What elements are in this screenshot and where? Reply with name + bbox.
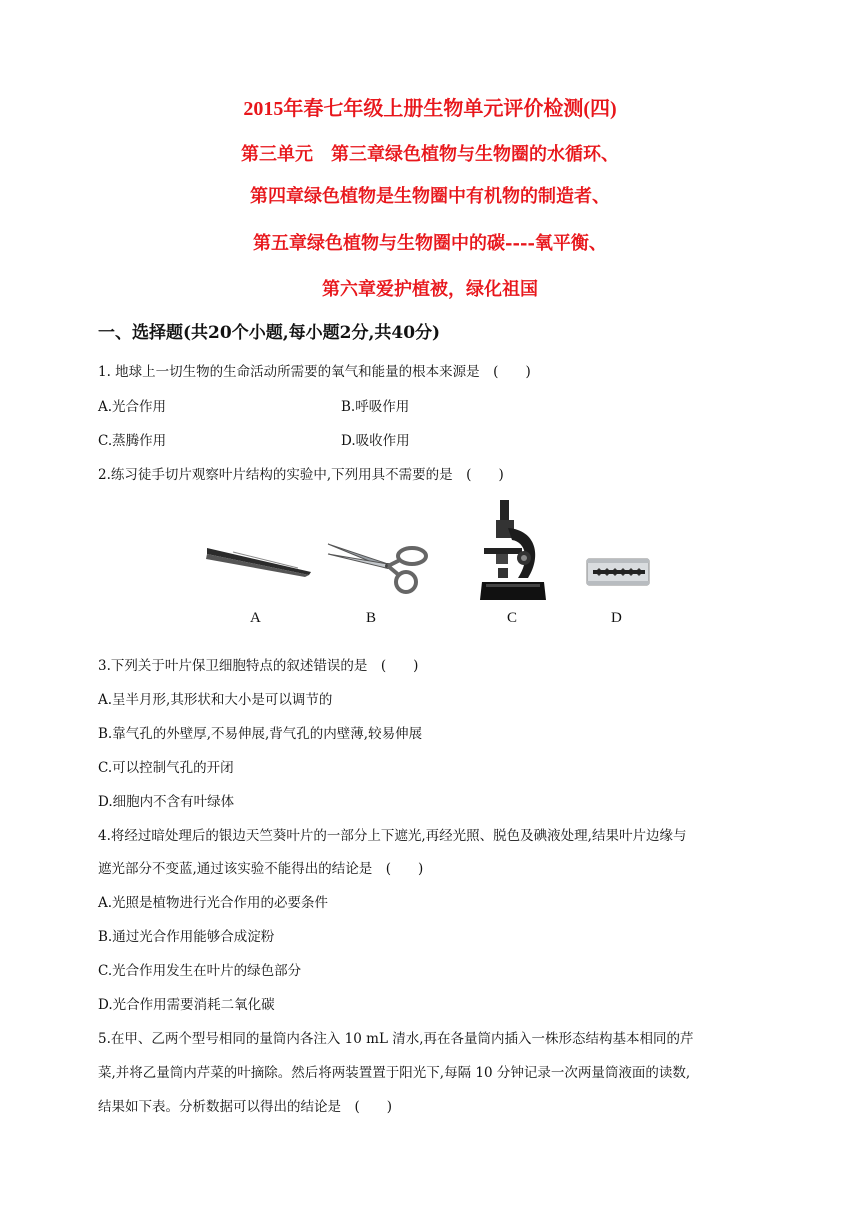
question-5-stem-line-2: 菜,并将乙量筒内芹菜的叶摘除。然后将两装置置于阳光下,每隔 10 分钟记录一次两量筒液面的读数, <box>98 1065 691 1081</box>
question-1-option-b: B.呼吸作用 <box>341 399 410 415</box>
figure-label-d: D <box>611 610 622 626</box>
figure-label-b: B <box>366 610 377 626</box>
question-1-option-d: D.吸收作用 <box>341 433 410 449</box>
question-3-option-a: A.呈半月形,其形状和大小是可以调节的 <box>98 692 333 708</box>
question-1-stem: 1. 地球上一切生物的生命活动所需要的氧气和能量的根本来源是 ( ) <box>98 364 531 380</box>
question-1-option-c: C.蒸腾作用 <box>98 433 167 449</box>
question-2-stem: 2.练习徒手切片观察叶片结构的实验中,下列用具不需要的是 ( ) <box>98 467 504 483</box>
section-heading: 一、选择题(共20个小题,每小题2分,共40分) <box>98 323 441 343</box>
question-5-stem-line-3: 结果如下表。分析数据可以得出的结论是 ( ) <box>98 1099 393 1115</box>
question-4-option-a: A.光照是植物进行光合作用的必要条件 <box>98 895 329 911</box>
figure-label-c: C <box>507 610 518 626</box>
subtitle-line-1: 第三单元 第三章绿色植物与生物圈的水循环、 <box>241 144 619 165</box>
question-3-stem: 3.下列关于叶片保卫细胞特点的叙述错误的是 ( ) <box>98 658 419 674</box>
question-3-option-d: D.细胞内不含有叶绿体 <box>98 794 235 810</box>
document-title: 2015年春七年级上册生物单元评价检测(四) <box>243 98 617 120</box>
question-1-option-a: A.光合作用 <box>98 399 167 415</box>
tweezers-icon <box>203 544 315 578</box>
question-4-option-d: D.光合作用需要消耗二氧化碳 <box>98 997 275 1013</box>
question-4-stem-line-1: 4.将经过暗处理后的银边天竺葵叶片的一部分上下遮光,再经光照、脱色及碘液处理,结果叶片边缘与 <box>98 828 687 844</box>
question-4-option-c: C.光合作用发生在叶片的绿色部分 <box>98 963 302 979</box>
question-3-option-c: C.可以控制气孔的开闭 <box>98 760 234 776</box>
question-5-stem-line-1: 5.在甲、乙两个型号相同的量筒内各注入 10 mL 清水,再在各量筒内插入一株形态结构基本相同的芹 <box>98 1031 694 1047</box>
question-3-option-b: B.靠气孔的外壁厚,不易伸展,背气孔的内壁薄,较易伸展 <box>98 726 423 742</box>
question-4-stem-line-2: 遮光部分不变蓝,通过该实验不能得出的结论是 ( ) <box>98 861 424 877</box>
subtitle-line-4: 第六章爱护植被，绿化祖国 <box>322 279 538 300</box>
razor-blade-icon <box>585 557 651 587</box>
subtitle-line-3: 第五章绿色植物与生物圈中的碳----氧平衡、 <box>253 233 607 254</box>
microscope-icon <box>478 498 550 602</box>
question-4-option-b: B.通过光合作用能够合成淀粉 <box>98 929 275 945</box>
figure-label-a: A <box>250 610 261 626</box>
subtitle-line-2: 第四章绿色植物是生物圈中有机物的制造者、 <box>250 186 610 207</box>
scissors-icon <box>326 540 430 596</box>
